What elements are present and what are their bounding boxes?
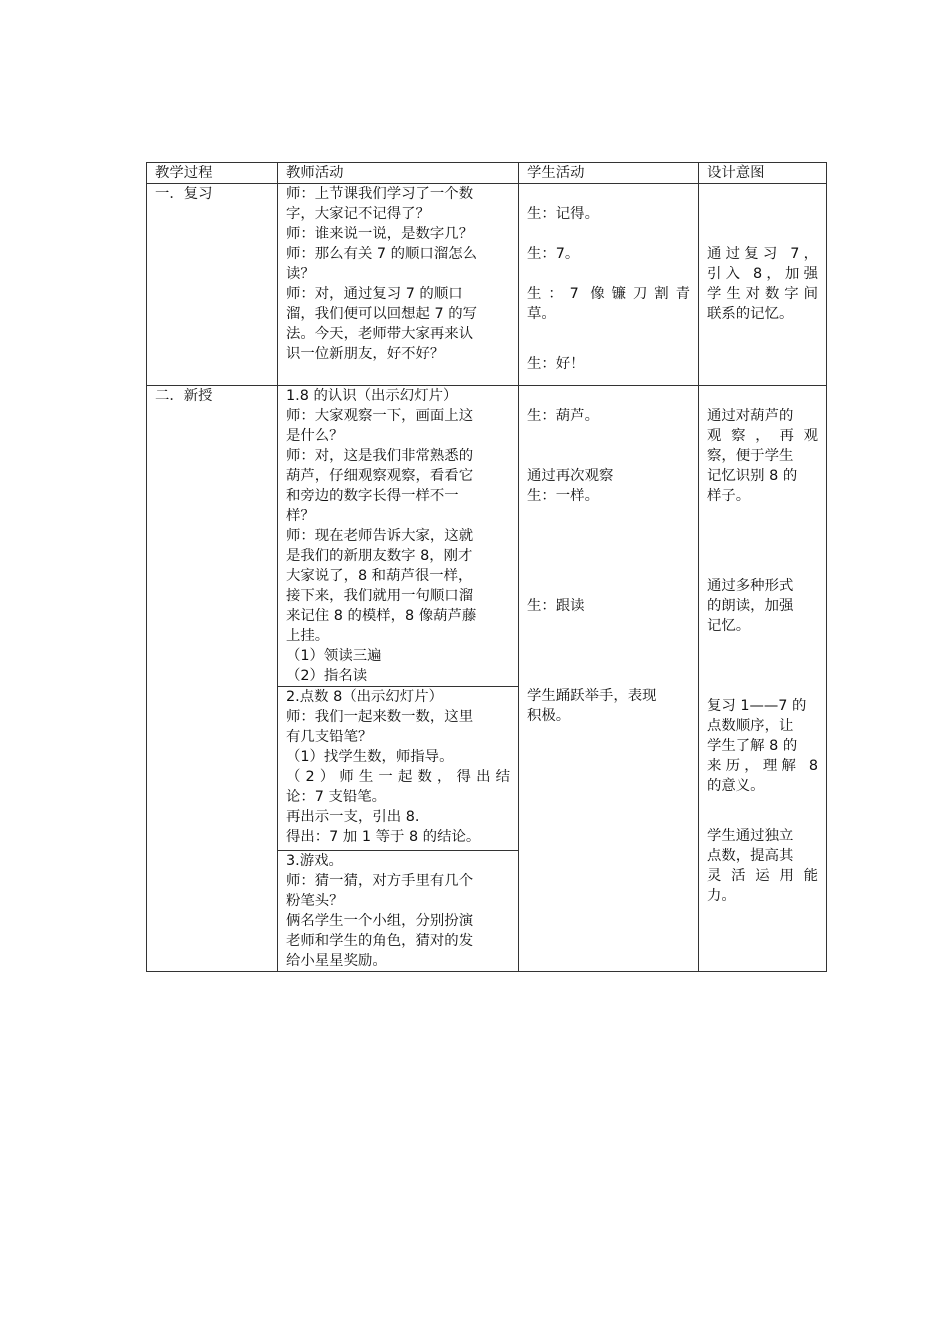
newlesson-student-line: 生：一样。 <box>527 488 599 504</box>
review-student-line: 生：好！ <box>527 356 585 372</box>
part3-line: 俩名学生一个小组，分别扮演 <box>286 913 474 929</box>
newlesson-intent-line: 学生通过独立 <box>707 828 794 844</box>
part1-line: （1）领读三遍 <box>286 648 382 664</box>
part3-line: 给小星星奖励。 <box>286 953 387 969</box>
newlesson-part2-cell <box>278 687 519 851</box>
newlesson-intent-line: 力。 <box>707 888 736 904</box>
newlesson-intent-line: 学生了解 8 的 <box>707 738 798 754</box>
header-student-activity: 学生活动 <box>519 163 699 184</box>
table-row-newlesson-1 <box>147 386 827 687</box>
review-teacher-line: 师：那么有关 7 的顺口溜怎么 <box>286 246 477 262</box>
header-process: 教学过程 <box>147 163 278 184</box>
review-teacher-line: 师：谁来说一说，是数字几？ <box>286 226 474 242</box>
part1-line: 师：现在老师告诉大家，这就 <box>286 528 474 544</box>
review-teacher-line: 法。今天，老师带大家再来认 <box>286 326 474 342</box>
review-teacher-cell <box>278 184 519 386</box>
review-teacher-line: 识一位新朋友，好不好？ <box>286 346 445 362</box>
part2-line: （1）找学生数，师指导。 <box>286 749 454 765</box>
part2-line: 得出：7 加 1 等于 8 的结论。 <box>286 829 481 845</box>
header-design-intent: 设计意图 <box>699 163 827 184</box>
stage-review: 一．复习 <box>147 184 278 386</box>
review-student-cell <box>519 184 699 386</box>
part3-line: 3.游戏。 <box>286 853 343 869</box>
review-student-line: 生：7 像镰刀割青 <box>527 286 690 302</box>
newlesson-intent-line: 复习 1——7 的 <box>707 698 807 714</box>
newlesson-intent-cell <box>699 386 827 972</box>
newlesson-intent-line: 观察，再观 <box>707 428 818 444</box>
review-teacher-line: 师：对，通过复习 7 的顺口 <box>286 286 463 302</box>
table-header-row <box>147 163 827 184</box>
review-student-line: 生：记得。 <box>527 206 599 222</box>
newlesson-student-line: 生：跟读 <box>527 598 585 614</box>
part1-line: 接下来，我们就用一句顺口溜 <box>286 588 474 604</box>
newlesson-intent-line: 点数顺序，让 <box>707 718 794 734</box>
part2-line: 再出示一支，引出 8. <box>286 809 420 825</box>
newlesson-student-line: 生：葫芦。 <box>527 408 599 424</box>
part1-line: 葫芦，仔细观察观察，看看它 <box>286 468 474 484</box>
review-intent-line: 引入 8，加强 <box>707 266 818 282</box>
newlesson-intent-line: 的意义。 <box>707 778 765 794</box>
part1-line: 是我们的新朋友数字 8，刚才 <box>286 548 473 564</box>
review-teacher-line: 字，大家记不记得了？ <box>286 206 430 222</box>
header-teacher-activity: 教师活动 <box>278 163 519 184</box>
part2-line: （2）师生一起数，得出结 <box>286 769 510 785</box>
newlesson-intent-line: 察，便于学生 <box>707 448 794 464</box>
part1-line: 是什么？ <box>286 428 344 444</box>
review-teacher-line: 读？ <box>286 266 315 282</box>
part2-line: 2.点数 8（出示幻灯片） <box>286 689 443 705</box>
review-intent-line: 联系的记忆。 <box>707 306 794 322</box>
part1-line: 1.8 的认识（出示幻灯片） <box>286 388 458 404</box>
review-teacher-line: 溜，我们便可以回想起 7 的写 <box>286 306 477 322</box>
part2-line: 师：我们一起来数一数，这里 <box>286 709 474 725</box>
newlesson-intent-line: 记忆。 <box>707 618 751 634</box>
newlesson-intent-line: 通过对葫芦的 <box>707 408 794 424</box>
part1-line: 大家说了，8 和葫芦很一样， <box>286 568 473 584</box>
review-intent-cell <box>699 184 827 386</box>
part3-line: 老师和学生的角色，猜对的发 <box>286 933 474 949</box>
part2-line: 有几支铅笔？ <box>286 729 373 745</box>
part1-line: 样？ <box>286 508 315 524</box>
newlesson-part3-cell <box>278 851 519 972</box>
newlesson-student-cell <box>519 386 699 972</box>
part1-line: 师：对，这是我们非常熟悉的 <box>286 448 474 464</box>
part3-line: 粉笔头？ <box>286 893 344 909</box>
part1-line: 和旁边的数字长得一样不一 <box>286 488 459 504</box>
part3-line: 师：猜一猜，对方手里有几个 <box>286 873 474 889</box>
part1-line: 来记住 8 的模样，8 像葫芦藤 <box>286 608 477 624</box>
table-row-review <box>147 184 827 386</box>
newlesson-intent-line: 来历，理解 8 <box>707 758 818 774</box>
newlesson-intent-line: 记忆识别 8 的 <box>707 468 798 484</box>
part1-line: 上挂。 <box>286 628 330 644</box>
newlesson-student-line: 通过再次观察 <box>527 468 614 484</box>
part2-line: 论：7 支铅笔。 <box>286 789 387 805</box>
newlesson-intent-line: 灵活运用能 <box>707 868 818 884</box>
lesson-plan-table <box>146 162 827 972</box>
newlesson-intent-line: 通过多种形式 <box>707 578 794 594</box>
review-student-line: 生：7。 <box>527 246 580 262</box>
part1-line: （2）指名读 <box>286 668 368 684</box>
newlesson-intent-line: 的朗读，加强 <box>707 598 794 614</box>
stage-newlesson: 二．新授 <box>147 386 278 972</box>
newlesson-intent-line: 点数，提高其 <box>707 848 794 864</box>
review-intent-line: 学生对数字间 <box>707 286 818 302</box>
review-teacher-line: 师：上节课我们学习了一个数 <box>286 186 474 202</box>
newlesson-student-line: 积极。 <box>527 708 571 724</box>
newlesson-part1-cell <box>278 386 519 687</box>
newlesson-student-line: 学生踊跃举手，表现 <box>527 688 657 704</box>
part1-line: 师：大家观察一下，画面上这 <box>286 408 474 424</box>
newlesson-intent-line: 样子。 <box>707 488 751 504</box>
review-student-line: 草。 <box>527 306 556 322</box>
review-intent-line: 通过复习 7， <box>707 246 818 262</box>
